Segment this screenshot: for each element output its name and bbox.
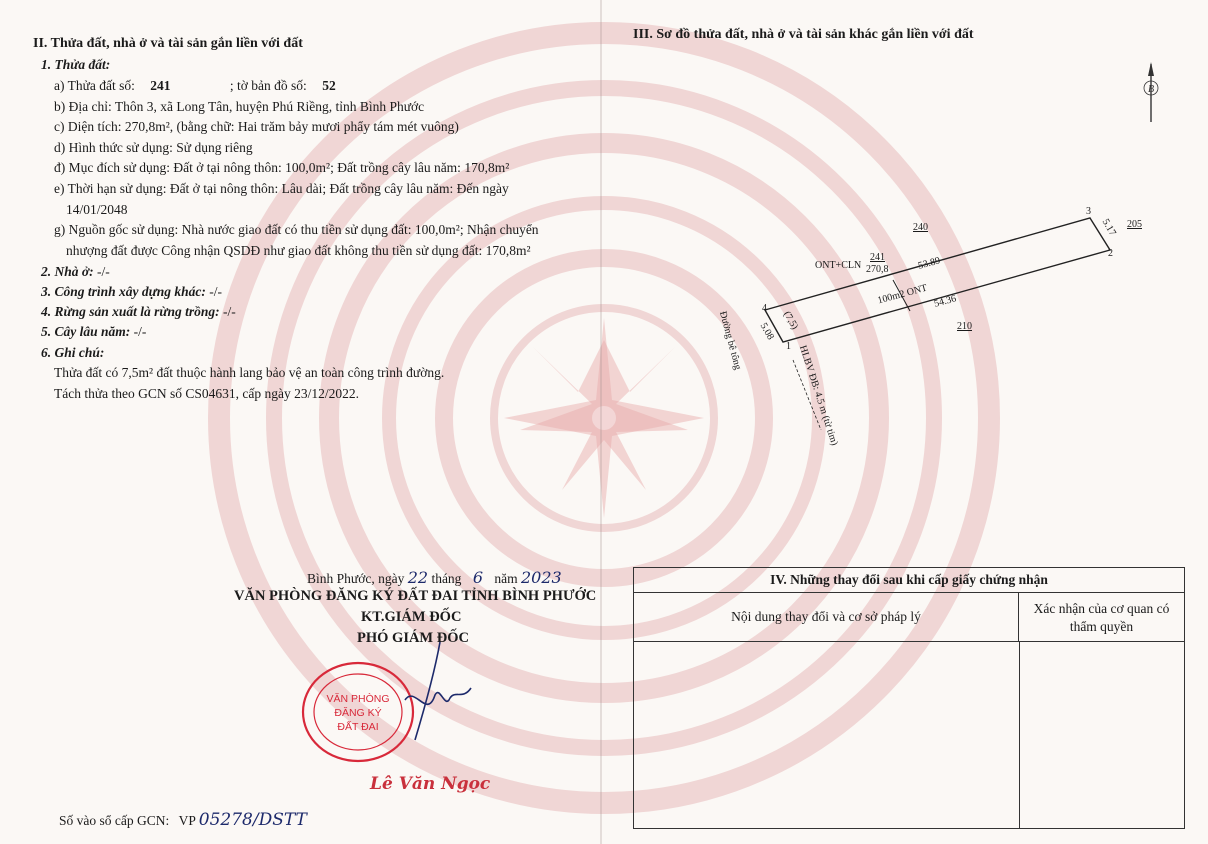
register-label: Số vào sổ cấp GCN: xyxy=(59,813,170,828)
point-4: 4 xyxy=(762,303,767,314)
neighbor-240: 240 xyxy=(913,222,928,233)
date-month: 6 xyxy=(472,568,483,587)
item-forest xyxy=(41,304,236,320)
item-perennial-label: 5. Cây lâu năm: xyxy=(41,324,131,339)
section-ii-title: II. Thửa đất, nhà ở và tài sản gắn liền với đất xyxy=(33,36,303,51)
road-label: Đường bê tông xyxy=(716,310,744,371)
line-e-term: e) Thời hạn sử dụng: Đất ở tại nông thôn: Lâu dài; Đất trồng cây lâu năm: Đến ngày xyxy=(54,181,509,196)
register-number: 05278/DSTT xyxy=(198,810,307,830)
corridor-area: (7,5) xyxy=(781,309,801,332)
issue-date xyxy=(307,568,562,587)
parcel-use: ONT+CLN xyxy=(815,260,862,271)
parcel-area-label: 270,8 xyxy=(866,264,889,275)
note-corridor: Thửa đất có 7,5m² đất thuộc hành lang bảo vệ an toàn công trình đường. xyxy=(54,365,445,380)
neighbor-205: 205 xyxy=(1127,219,1142,230)
changes-col-content: Nội dung thay đổi và cơ sở pháp lý xyxy=(634,592,1019,642)
changes-table-title: IV. Những thay đổi sau khi cấp giấy chứng nhận xyxy=(634,568,1184,593)
edge-54-36: 54.36 xyxy=(932,293,958,310)
stamp-text-2: ĐĂNG KÝ xyxy=(334,707,382,719)
line-g-origin: g) Nguồn gốc sử dụng: Nhà nước giao đất có thu tiền sử dụng đất: 100,0m²; Nhận chuyển xyxy=(54,222,539,237)
item-construction-label: 3. Công trình xây dựng khác: xyxy=(41,284,206,299)
north-label: B xyxy=(1147,84,1155,95)
point-1: 1 xyxy=(786,341,791,352)
line-d-usage-form: d) Hình thức sử dụng: Sử dụng riêng xyxy=(54,140,253,155)
changes-table xyxy=(633,567,1185,829)
line-g-origin-cont: nhượng đất được Công nhận QSDĐ như giao đất không thu tiền sử dụng đất: 170,8m² xyxy=(66,243,531,258)
register-number-line xyxy=(59,810,307,830)
signer-role-kt: KT.GIÁM ĐỐC xyxy=(361,609,462,625)
parcel-label: a) Thửa đất số: xyxy=(54,78,135,93)
point-2: 2 xyxy=(1108,248,1113,259)
edge-5-17: 5.17 xyxy=(1099,217,1118,238)
date-prefix: Bình Phước, ngày xyxy=(307,571,405,586)
date-year-label: năm xyxy=(494,571,518,586)
edge-5-08: 5.08 xyxy=(757,321,776,342)
item-forest-label: 4. Rừng sản xuất là rừng trồng: xyxy=(41,304,220,319)
parcel-number-label: 241 xyxy=(870,252,885,263)
ont-area-label: 100m2 ONT xyxy=(876,282,929,307)
date-day: 22 xyxy=(407,568,429,587)
parcel-boundary xyxy=(765,218,1110,342)
line-e-term-date: 14/01/2048 xyxy=(66,202,128,217)
edge-53-89: 53.89 xyxy=(916,255,942,272)
map-sheet-number: 52 xyxy=(322,78,336,93)
note-split: Tách thửa theo GCN số CS04631, cấp ngày 23/12/2022. xyxy=(54,386,360,401)
date-year: 2023 xyxy=(521,568,562,587)
changes-table-divider xyxy=(1019,642,1020,829)
road-setback-label: HLBV ĐB: 4.5 m (từ tim) xyxy=(796,344,840,447)
line-c-area: c) Diện tích: 270,8m², (bằng chữ: Hai trăm bảy mươi phẩy tám mét vuông) xyxy=(54,119,459,134)
line-dd-purpose: đ) Mục đích sử dụng: Đất ở tại nông thôn: 100,0m²; Đất trồng cây lâu năm: 170,8m² xyxy=(54,160,510,175)
issuing-office: VĂN PHÒNG ĐĂNG KÝ ĐẤT ĐAI TỈNH BÌNH PHƯỚC xyxy=(234,588,597,604)
handwritten-signature xyxy=(385,640,475,750)
item-other-construction xyxy=(41,284,222,300)
neighbor-210: 210 xyxy=(957,321,972,332)
signer-name: Lê Văn Ngọc xyxy=(370,774,491,794)
register-prefix: VP xyxy=(178,813,196,828)
item-perennial-value: -/- xyxy=(133,324,147,339)
item-house-value: -/- xyxy=(97,264,110,279)
land-heading: 1. Thửa đất: xyxy=(41,57,111,72)
stamp-text-3: ĐẤT ĐAI xyxy=(337,721,379,733)
stamp-text-1: VĂN PHÒNG xyxy=(326,693,390,705)
north-arrow-icon xyxy=(1138,62,1164,124)
line-b-address: b) Địa chỉ: Thôn 3, xã Long Tân, huyện Phú Riềng, tỉnh Bình Phước xyxy=(54,99,425,114)
parcel-diagram xyxy=(700,200,1130,430)
item-perennial xyxy=(41,324,146,340)
section-iii-title: III. Sơ đồ thửa đất, nhà ở và tài sản khác gắn liền với đất xyxy=(633,27,974,42)
item-forest-value: -/- xyxy=(222,304,236,319)
item-house-label: 2. Nhà ở: xyxy=(41,264,94,279)
changes-col-confirmation: Xác nhận của cơ quan có thẩm quyền xyxy=(1019,592,1184,642)
point-3: 3 xyxy=(1086,206,1091,217)
line-a xyxy=(54,78,336,94)
parcel-number: 241 xyxy=(150,78,171,93)
item-construction-value: -/- xyxy=(209,284,222,299)
map-sheet-label: ; tờ bản đồ số: xyxy=(229,78,307,93)
date-month-label: tháng xyxy=(431,571,462,586)
item-house xyxy=(41,264,110,280)
item-notes-label: 6. Ghi chú: xyxy=(41,345,105,360)
signer-role-deputy: PHÓ GIÁM ĐỐC xyxy=(357,630,469,646)
